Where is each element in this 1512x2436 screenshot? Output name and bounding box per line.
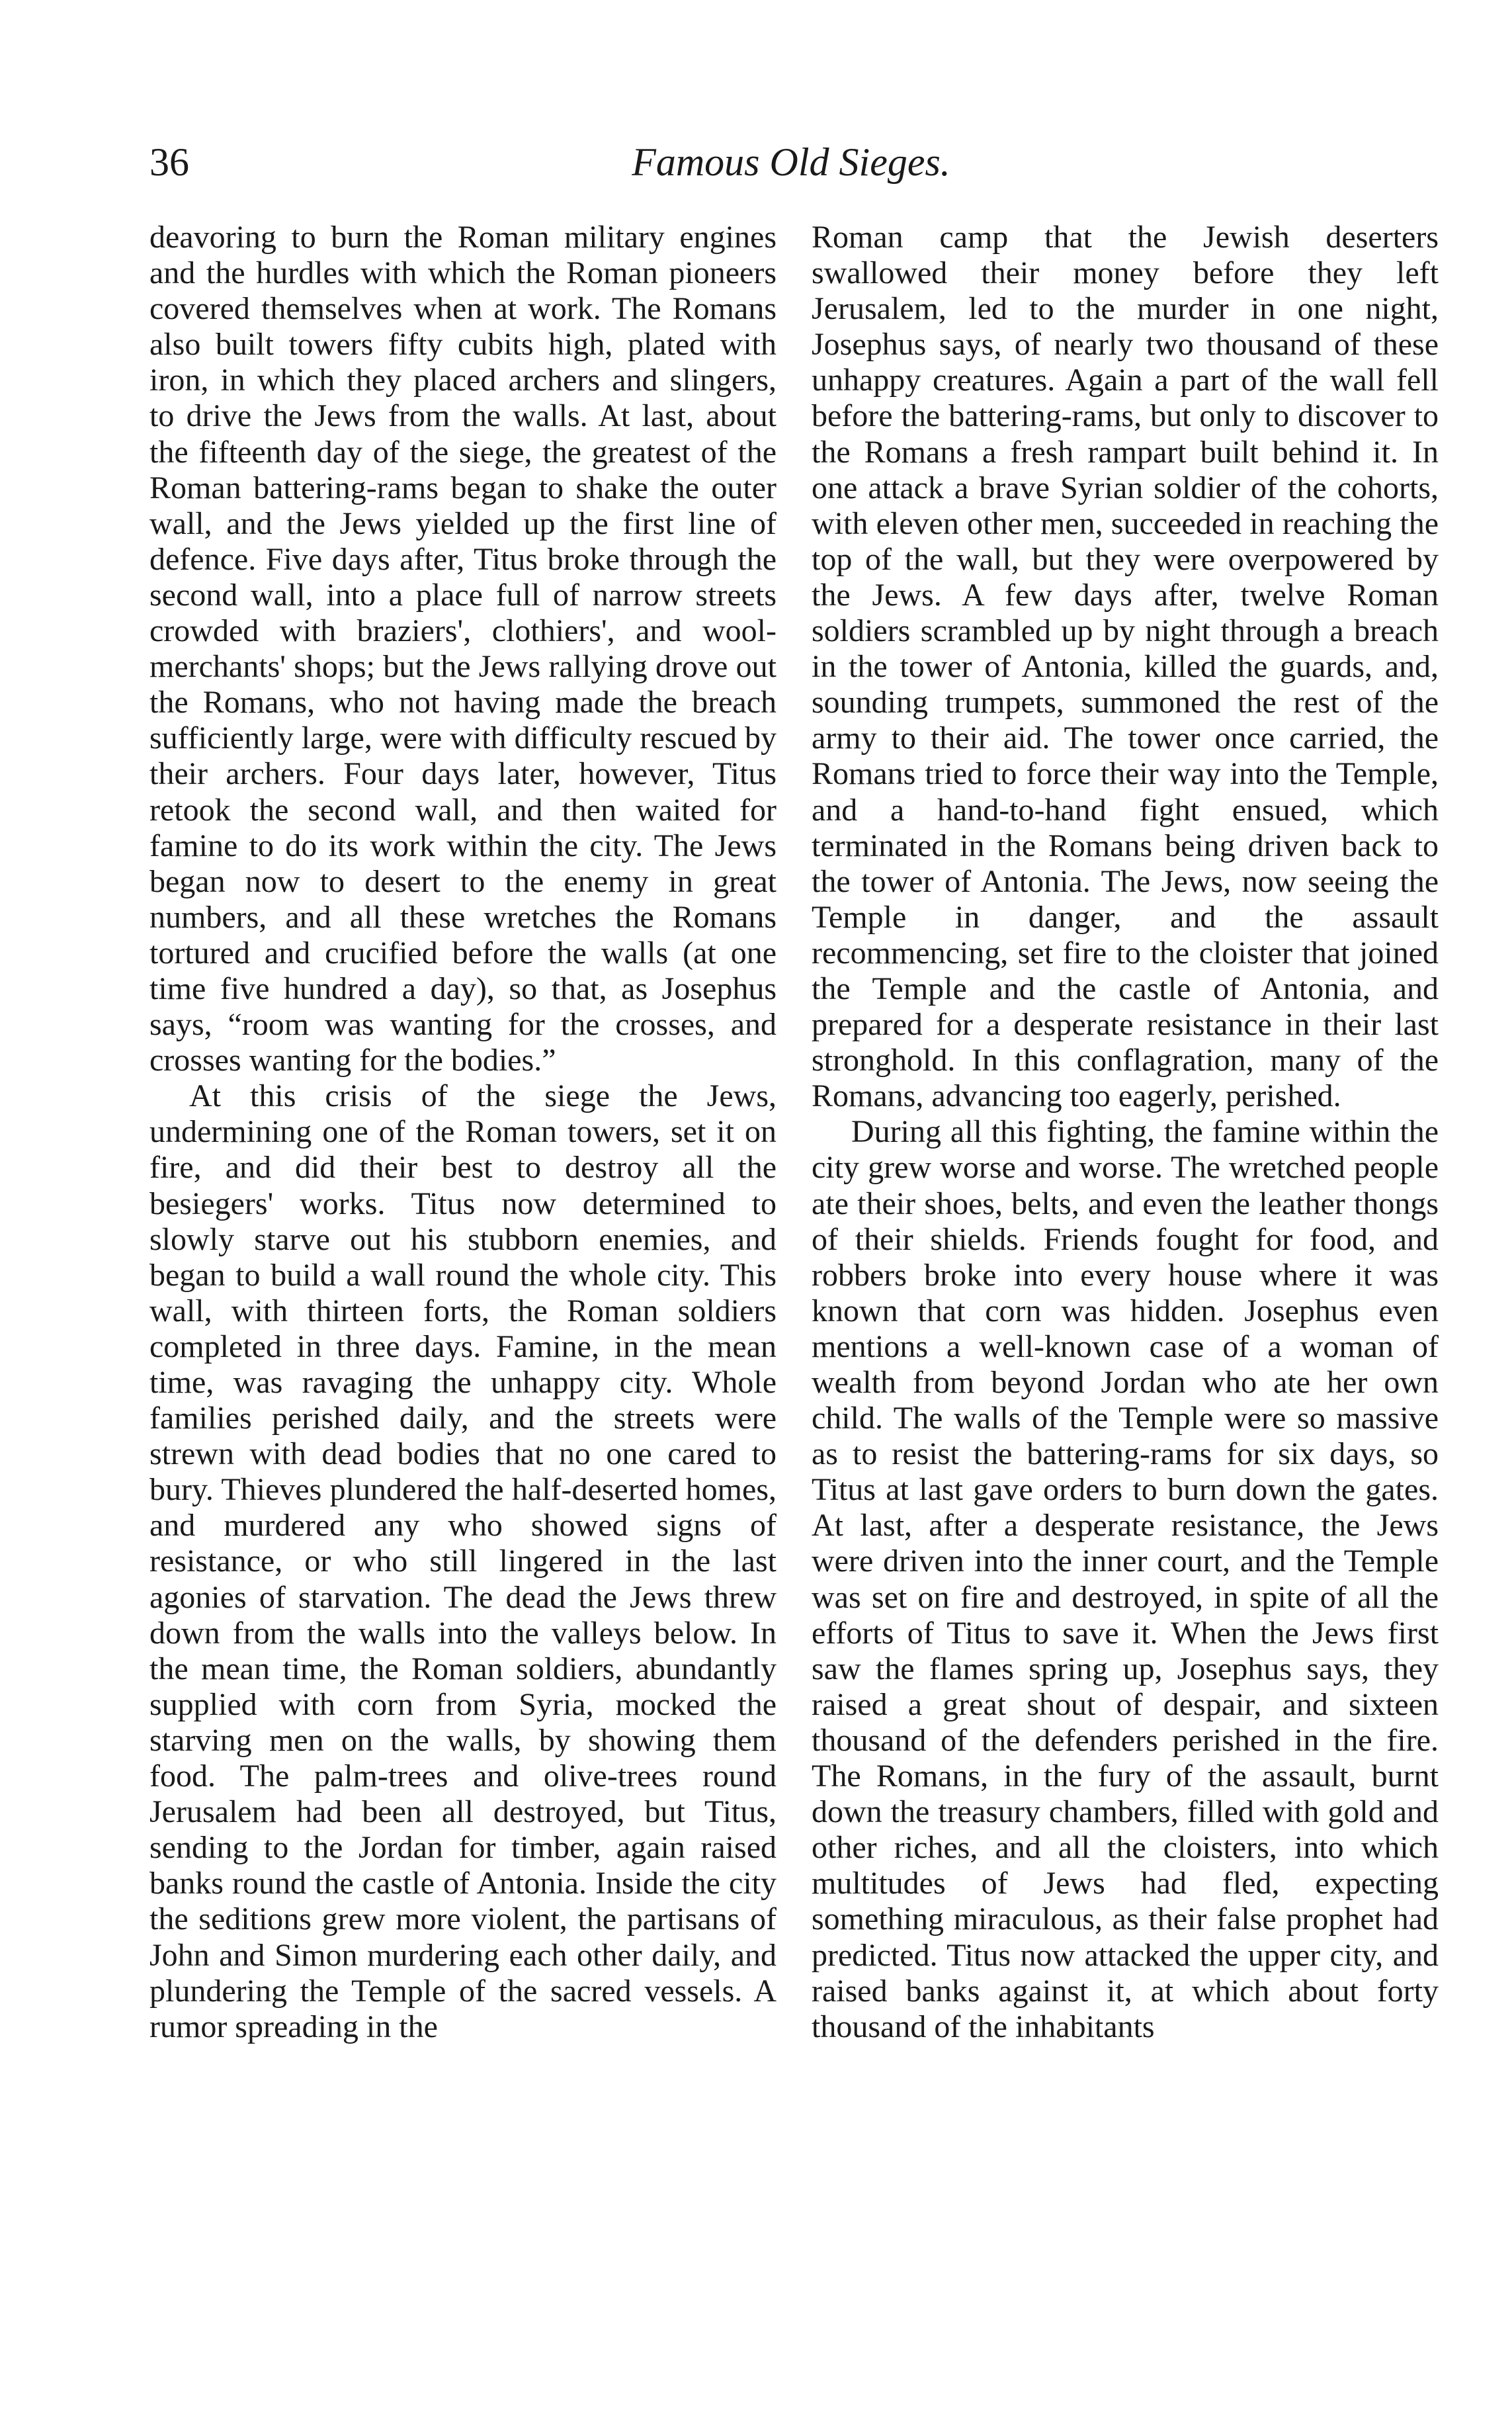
left-column	[149, 220, 777, 2045]
paragraph: At this crisis of the siege the Jews, undermining one of the Roman towers, set it on fire, and did their best to destroy all the besiegers' works. Titus now determined to slowly starve out his stubborn enemies, and began to build a wall round the whole city. This wall, with thirteen forts, the Roman soldiers completed in three days. Famine, in the mean time, was ravaging the unhappy city. Whole families perished daily, and the streets were strewn with dead bodies that no one cared to bury. Thieves plundered the half-deserted homes, and murdered any who showed signs of resistance, or who still lingered in the last agonies of starvation. The dead the Jews threw down from the walls into the valleys below. In the mean time, the Roman soldiers, abundantly supplied with corn from Syria, mocked the starving men on the walls, by showing them food. The palm-trees and olive-trees round Jerusalem had been all destroyed, but Titus, sending to the Jordan for timber, again raised banks round the castle of Antonia. Inside the city the seditions grew more violent, the partisans of John and Simon murdering each other daily, and plundering the Temple of the sacred vessels. A rumor spreading in the	[149, 1078, 777, 2044]
paragraph: deavoring to burn the Roman military engines and the hurdles with which the Roman pioneers covered themselves when at work. The Romans also built towers fifty cubits high, plated with iron, in which they placed archers and slingers, to drive the Jews from the walls. At last, about the fifteenth day of the siege, the greatest of the Roman battering-rams began to shake the outer wall, and the Jews yielded up the first line of defence. Five days after, Titus broke through the second wall, into a place full of narrow streets crowded with braziers', clothiers', and wool-merchants' shops; but the Jews rallying drove out the Romans, who not having made the breach sufficiently large, were with difficulty rescued by their archers. Four days later, however, Titus retook the second wall, and then waited for famine to do its work within the city. The Jews began now to desert to the enemy in great numbers, and all these wretches the Romans tortured and crucified before the walls (at one time five hundred a day), so that, as Josephus says, “room was wanting for the crosses, and crosses wanting for the bodies.”	[149, 220, 777, 1078]
page-number: 36	[149, 140, 189, 184]
right-column	[812, 220, 1439, 2045]
running-title: Famous Old Sieges.	[632, 140, 950, 184]
paragraph: During all this fighting, the famine within the city grew worse and worse. The wretched people ate their shoes, belts, and even the leather thongs of their shields. Friends fought for food, and robbers broke into every house where it was known that corn was hidden. Josephus even mentions a well-known case of a woman of wealth from beyond Jordan who ate her own child. The walls of the Temple were so massive as to resist the battering-rams for six days, so Titus at last gave orders to burn down the gates. At last, after a desperate resistance, the Jews were driven into the inner court, and the Temple was set on fire and destroyed, in spite of all the efforts of Titus to save it. When the Jews first saw the flames spring up, Josephus says, they raised a great shout of despair, and sixteen thousand of the defenders perished in the fire. The Romans, in the fury of the assault, burnt down the treasury chambers, filled with gold and other riches, and all the cloisters, into which multitudes of Jews had fled, expecting something miraculous, as their false prophet had predicted. Titus now attacked the upper city, and raised banks against it, at which about forty thousand of the inhabitants	[812, 1114, 1439, 2044]
paragraph: Roman camp that the Jewish deserters swallowed their money before they left Jerusalem, led to the murder in one night, Josephus says, of nearly two thousand of these unhappy creatures. Again a part of the wall fell before the battering-rams, but only to discover to the Romans a fresh rampart built behind it. In one attack a brave Syrian soldier of the cohorts, with eleven other men, succeeded in reaching the top of the wall, but they were overpowered by the Jews. A few days after, twelve Roman soldiers scrambled up by night through a breach in the tower of Antonia, killed the guards, and, sounding trumpets, summoned the rest of the army to their aid. The tower once carried, the Romans tried to force their way into the Temple, and a hand-to-hand fight ensued, which terminated in the Romans being driven back to the tower of Antonia. The Jews, now seeing the Temple in danger, and the assault recommencing, set fire to the cloister that joined the Temple and the castle of Antonia, and prepared for a desperate resistance in their last stronghold. In this conflagration, many of the Romans, advancing too eagerly, perished.	[812, 220, 1439, 1114]
running-head	[149, 132, 1433, 192]
